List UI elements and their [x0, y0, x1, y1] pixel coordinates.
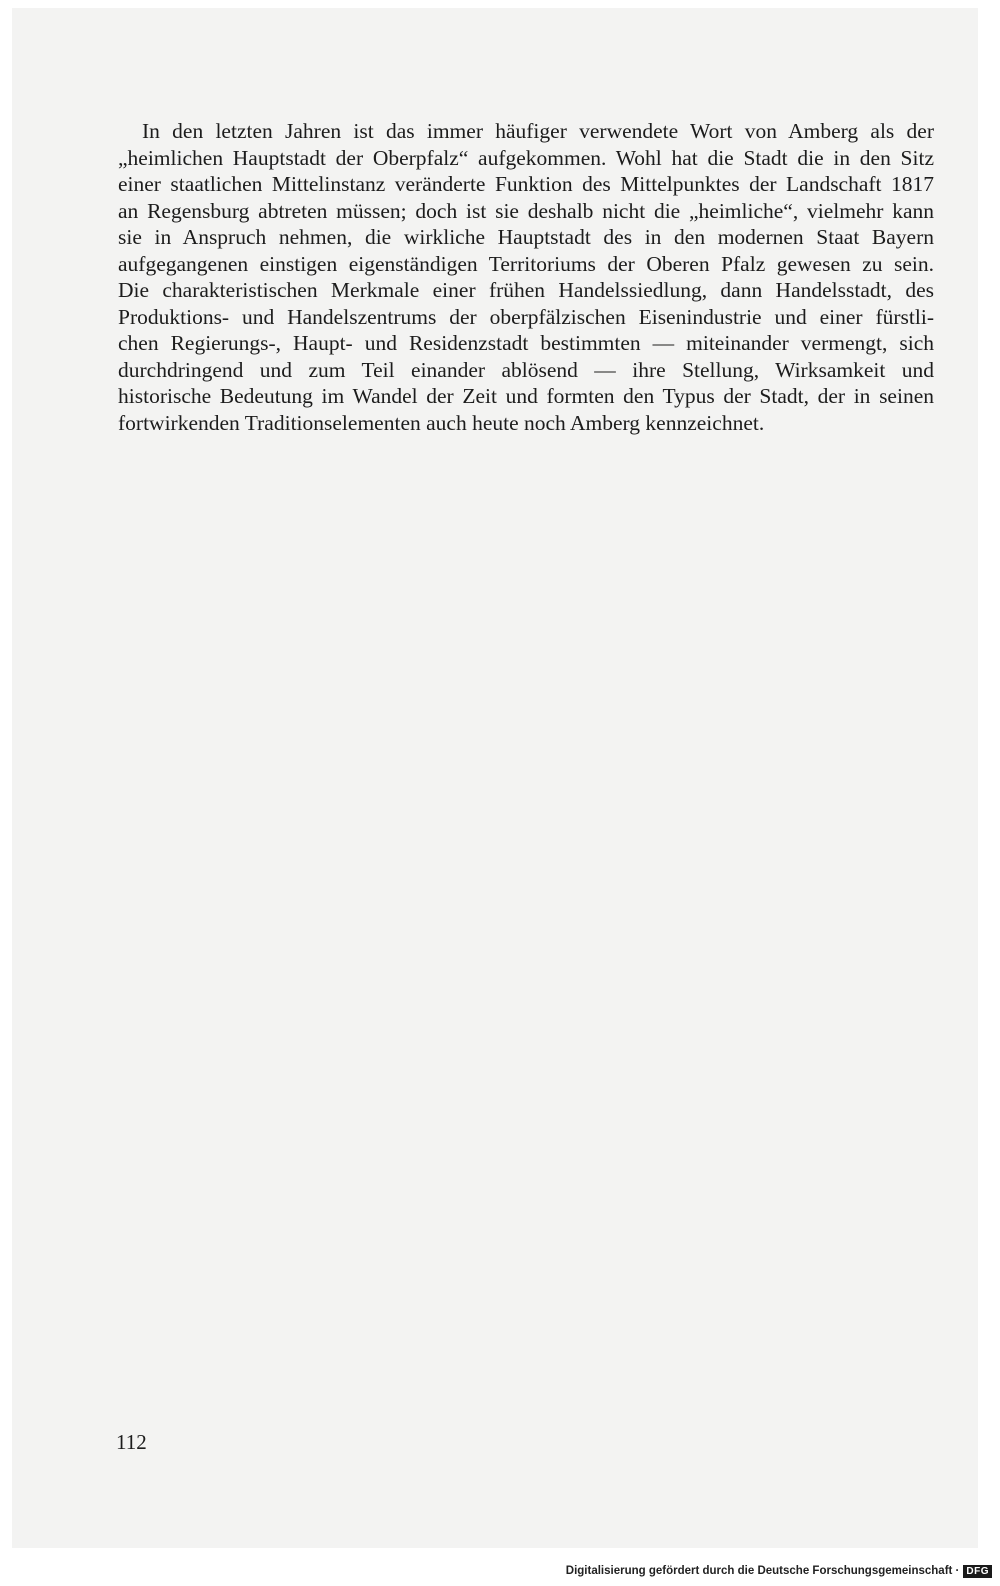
paragraph-line: historische Bedeutung im Wandel der Zeit und formten den Typus der Stadt, der in seinen	[118, 384, 934, 408]
paragraph-line: chen Regierungs-, Haupt- und Residenzstadt bestimmten — miteinander vermengt, sich	[118, 331, 934, 355]
paragraph-line: durchdringend und zum Teil einander ablösend — ihre Stellung, Wirksamkeit und	[118, 357, 934, 382]
paragraph-line: fortwirkenden Traditionselementen auch heute noch Amberg kennzeichnet.	[118, 410, 765, 435]
page-number: 112	[116, 1430, 147, 1454]
paragraph-line: an Regensburg abtreten müssen; doch ist sie deshalb nicht die „heimliche“, vielmehr kann	[118, 198, 934, 223]
paragraph-line: aufgegangenen einstigen eigenständigen Territoriums der Oberen Pfalz gewesen zu sein.	[118, 251, 934, 276]
paragraph-line: Die charakteristischen Merkmale einer frühen Handelssiedlung, dann Handelsstadt, des	[118, 278, 934, 302]
footer-credit-text: Digitalisierung gefördert durch die Deutsche Forschungsgemeinschaft ·	[565, 1565, 960, 1577]
paragraph-line: In den letzten Jahren ist das immer häufiger verwendete Wort von Amberg als der	[142, 119, 934, 143]
paragraph-line: sie in Anspruch nehmen, die wirkliche Hauptstadt des in den modernen Staat Bayern	[118, 225, 934, 249]
paragraph-line: einer staatlichen Mittelinstanz veränderte Funktion des Mittelpunktes der Landschaft 1817	[118, 172, 934, 196]
scanned-page	[12, 8, 978, 1548]
body-paragraph	[118, 118, 934, 436]
paragraph-line: „heimlichen Hauptstadt der Oberpfalz“ aufgekommen. Wohl hat die Stadt die in den Sitz	[118, 145, 934, 170]
digitization-footer	[566, 1560, 992, 1582]
dfg-logo-icon: DFG	[963, 1565, 992, 1578]
paragraph-line: Produktions- und Handelszentrums der oberpfälzischen Eisenindustrie und einer fürstli-	[118, 304, 934, 329]
